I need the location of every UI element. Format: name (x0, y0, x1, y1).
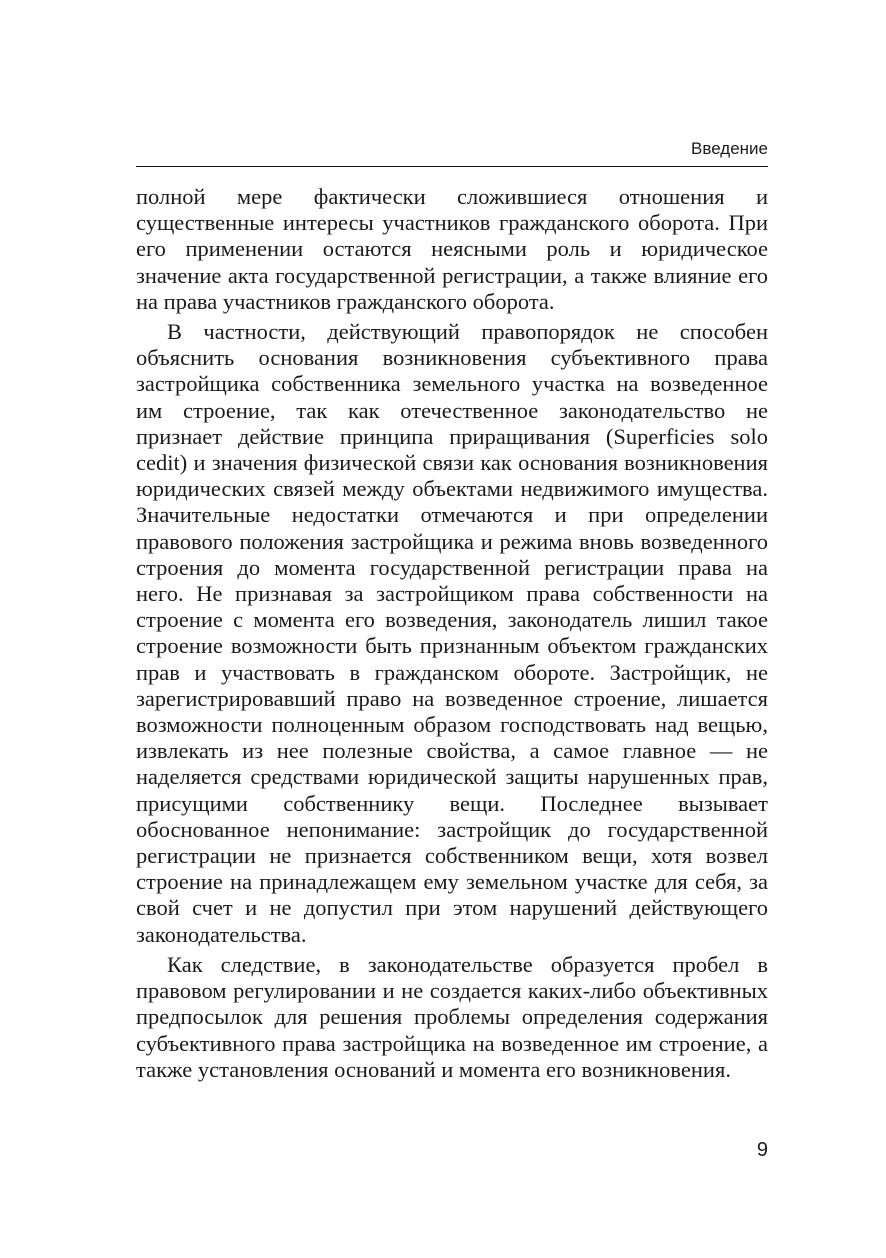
page-number: 9 (756, 1139, 768, 1161)
body-text (136, 184, 768, 1083)
running-head-title: Введение (691, 139, 768, 158)
paragraph: В частности, действующий правопорядок не способен объяснить основания возникновения субъективного права застройщика собственника земельного участка на возведенное им строение, так как отечественное законодательство не признает действие принципа приращивания (Superficies solo cedit) и значения физической связи как основания возникновения юридических связей между объектами недвижимого имущества. Значительные недостатки отмечаются и при определении правового положения застройщика и режима вновь возведенного строения до момента государственной регистрации права на него. Не признавая за застройщиком права собственности на строение с момента его возведения, законодатель лишил такое строение возможности быть признанным объектом гражданских прав и участвовать в гражданском обороте. Застройщик, не зарегистрировавший право на возведенное строение, лишается возможности полноценным образом господствовать над вещью, извлекать из нее полезные свойства, а самое главное — не наделяется средствами юридической защиты нарушенных прав, присущими собственнику вещи. Последнее вызывает обоснованное непонимание: застройщик до государственной регистрации не признается собственником вещи, хотя возвел строение на принадлежащем ему земельном участке для себя, за свой счет и не допустил при этом нарушений действующего законодательства. (136, 319, 768, 947)
paragraph: Как следствие, в законодательстве образуется пробел в правовом регулировании и не создается каких-либо объективных предпосылок для решения проблемы определения содержания субъективного права застройщика на возведенное им строение, а также установления оснований и момента его возникновения. (136, 951, 768, 1082)
paragraph-continuation: полной мере фактически сложившиеся отношения и существенные интересы участников гражданского оборота. При его применении остаются неясными роль и юридическое значение акта государственной регистрации, а также влияние его на права участников гражданского оборота. (136, 184, 768, 314)
header-divider (136, 166, 768, 167)
